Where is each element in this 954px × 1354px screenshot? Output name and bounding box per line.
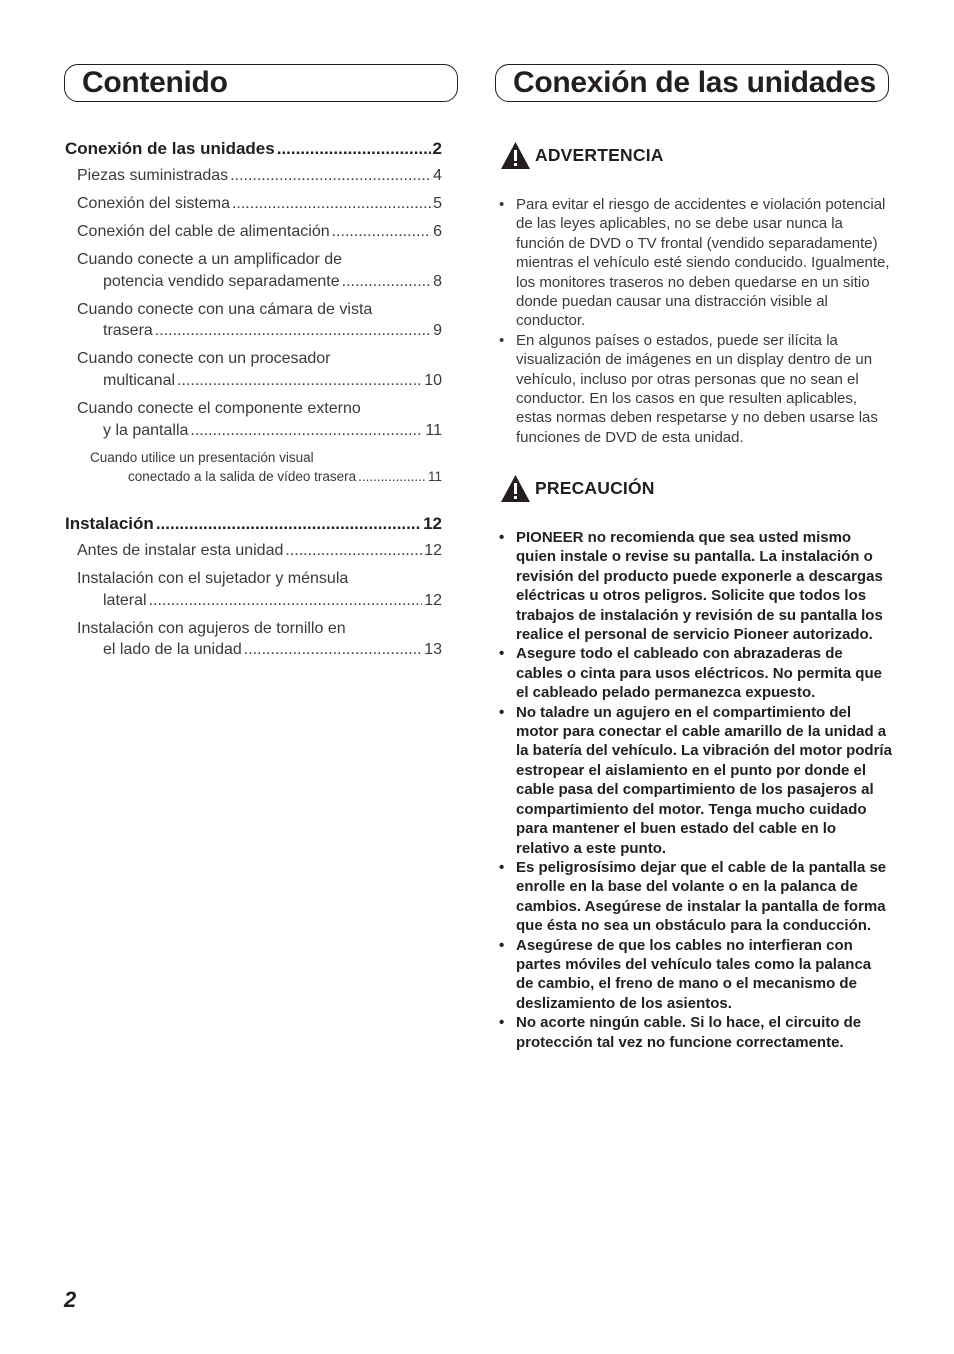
toc-dot-leader <box>177 372 422 390</box>
toc-page-number: 12 <box>424 542 442 559</box>
toc-page-number: 4 <box>433 167 442 184</box>
toc-entry-antes[interactable] <box>65 542 442 560</box>
caution-heading <box>500 474 655 503</box>
warning-triangle-icon <box>500 141 531 170</box>
toc-entry-label: Conexión del sistema <box>77 195 230 212</box>
toc-entry-externo[interactable] <box>65 422 442 440</box>
toc-dot-leader <box>277 139 431 159</box>
toc-page-number: 11 <box>427 469 442 484</box>
toc-dot-leader <box>190 422 423 440</box>
toc-page-number: 5 <box>433 195 442 212</box>
toc-entry-amplificador-line1[interactable]: Cuando conecte a un amplificador de <box>77 251 343 268</box>
page-number: 2 <box>64 1287 77 1312</box>
toc-entry-camara-line1[interactable]: Cuando conecte con una cámara de vista <box>77 301 373 318</box>
right-header-title: Conexión de las unidades <box>513 66 876 99</box>
toc-dot-leader <box>285 542 422 560</box>
toc-entry-label: el lado de la unidad <box>103 641 242 658</box>
toc-entry-piezas[interactable] <box>65 167 442 185</box>
toc-dot-leader <box>156 514 421 534</box>
caution-heading-text: PRECAUCIÓN <box>535 478 655 498</box>
toc-entry-label: conectado a la salida de vídeo trasera <box>128 469 357 484</box>
toc-entry-label: Conexión de las unidades <box>65 139 275 158</box>
toc-entry-label: lateral <box>103 592 147 609</box>
warning-triangle-icon <box>500 474 531 503</box>
toc-page-number: 6 <box>433 223 442 240</box>
toc-dot-leader <box>358 469 426 484</box>
list-item: • Asegure todo el cableado con abrazaderas de cables o cinta para usos eléctricos. No permita que el cableado pelado permanezca expuesto. <box>497 644 892 702</box>
toc-entry-agujeros-line1[interactable]: Instalación con agujeros de tornillo en <box>77 620 346 637</box>
toc-entry-presentacion[interactable] <box>65 469 442 484</box>
list-item: • Es peligrosísimo dejar que el cable de la pantalla se enrolle en la base del volante o en la palanca de cambios. Asegúrese de instalar la pantalla de forma que ésta no sea un obstáculo para la conducción. <box>497 858 892 936</box>
toc-entry-sujetador-line1[interactable]: Instalación con el sujetador y ménsula <box>77 570 349 587</box>
toc-entry-procesador-line1[interactable]: Cuando conecte con un procesador <box>77 350 331 367</box>
toc-page-number: 13 <box>424 641 442 658</box>
warning-heading-text: ADVERTENCIA <box>535 145 664 165</box>
toc-entry-label: multicanal <box>103 372 176 389</box>
toc-entry-label: Instalación <box>65 514 154 533</box>
toc-entry-label: potencia vendido separadamente <box>103 273 340 290</box>
list-item: • Asegúrese de que los cables no interfieran con partes móviles del vehículo tales como la palanca de cambio, el freno de mano o el mecanismo de deslizamiento de los asientos. <box>497 936 892 1014</box>
toc-page-number: 12 <box>423 514 442 533</box>
list-item: • En algunos países o estados, puede ser ilícita la visualización de imágenes en un display dentro de un vehículo, incluso por otras personas que no sean el conductor. En los casos en que resulten aplicables, estas normas deben respetarse y no deben usarse las funciones de DVD de esta unidad. <box>497 331 892 447</box>
toc-entry-presentacion-line1[interactable]: Cuando utilice un presentación visual <box>90 450 314 465</box>
list-item: • Para evitar el riesgo de accidentes e violación potencial de las leyes aplicables, no se debe usar nunca la función de DVD o TV frontal (vendido separadamente) mientras el vehículo esté siendo conducido. Igualmente, los monitores traseros no deben quedarse en un sitio donde puedan causar una distracción visible al conductor. <box>497 195 892 331</box>
toc-page-number: 10 <box>424 372 442 389</box>
toc-page-number: 11 <box>425 422 442 439</box>
toc-page-number: 12 <box>424 592 442 609</box>
toc-entry-label: Conexión del cable de alimentación <box>77 223 330 240</box>
toc-entry-agujeros[interactable] <box>65 641 442 659</box>
toc-entry-label: y la pantalla <box>103 422 189 439</box>
warning-heading <box>500 141 664 170</box>
toc-section-instalacion[interactable] <box>65 514 442 534</box>
toc-dot-leader <box>332 223 431 241</box>
list-item: • PIONEER no recomienda que sea usted mismo quien instale o revise su pantalla. La instalación o revisión del producto puede exponerle a descargas eléctricas u otros peligros. Solicite que todos los trabajos de instalación y revisión de su pantalla los realice el personal de servicio Pioneer autorizado. <box>497 528 892 644</box>
toc-page-number: 8 <box>433 273 442 290</box>
toc-entry-label: trasera <box>103 322 153 339</box>
toc-dot-leader <box>155 322 431 340</box>
toc-dot-leader <box>232 195 431 213</box>
left-header-title: Contenido <box>82 66 228 99</box>
toc-entry-label: Piezas suministradas <box>77 167 229 184</box>
toc-entry-externo-line1[interactable]: Cuando conecte el componente externo <box>77 400 361 417</box>
toc-dot-leader <box>230 167 431 185</box>
left-header-box <box>64 64 458 102</box>
toc-entry-sistema[interactable] <box>65 195 442 213</box>
list-item: • No taladre un agujero en el compartimiento del motor para conectar el cable amarillo de la unidad a la batería del vehículo. La vibración del motor podría estropear el aislamiento en el punto por donde el cable pasa del compartimiento de los pasajeros al compartimiento del motor. Tenga mucho cuidado para mantener el buen estado del cable en lo relativo a este punto. <box>497 703 892 858</box>
toc-dot-leader <box>244 641 422 659</box>
toc-entry-alimentacion[interactable] <box>65 223 442 241</box>
toc-dot-leader <box>149 592 423 610</box>
right-header-box <box>495 64 889 102</box>
caution-list <box>497 528 892 1052</box>
toc-entry-label: Antes de instalar esta unidad <box>77 542 284 559</box>
warning-list <box>497 195 892 447</box>
toc-entry-amplificador[interactable] <box>65 273 442 291</box>
toc-dot-leader <box>342 273 431 291</box>
toc-section-conexion[interactable] <box>65 139 442 159</box>
toc-entry-sujetador[interactable] <box>65 592 442 610</box>
list-item: • No acorte ningún cable. Si lo hace, el circuito de protección tal vez no funcione correctamente. <box>497 1013 892 1052</box>
toc-page-number: 9 <box>433 322 442 339</box>
toc-entry-procesador[interactable] <box>65 372 442 390</box>
toc-page-number: 2 <box>432 139 442 158</box>
toc-entry-camara[interactable] <box>65 322 442 340</box>
